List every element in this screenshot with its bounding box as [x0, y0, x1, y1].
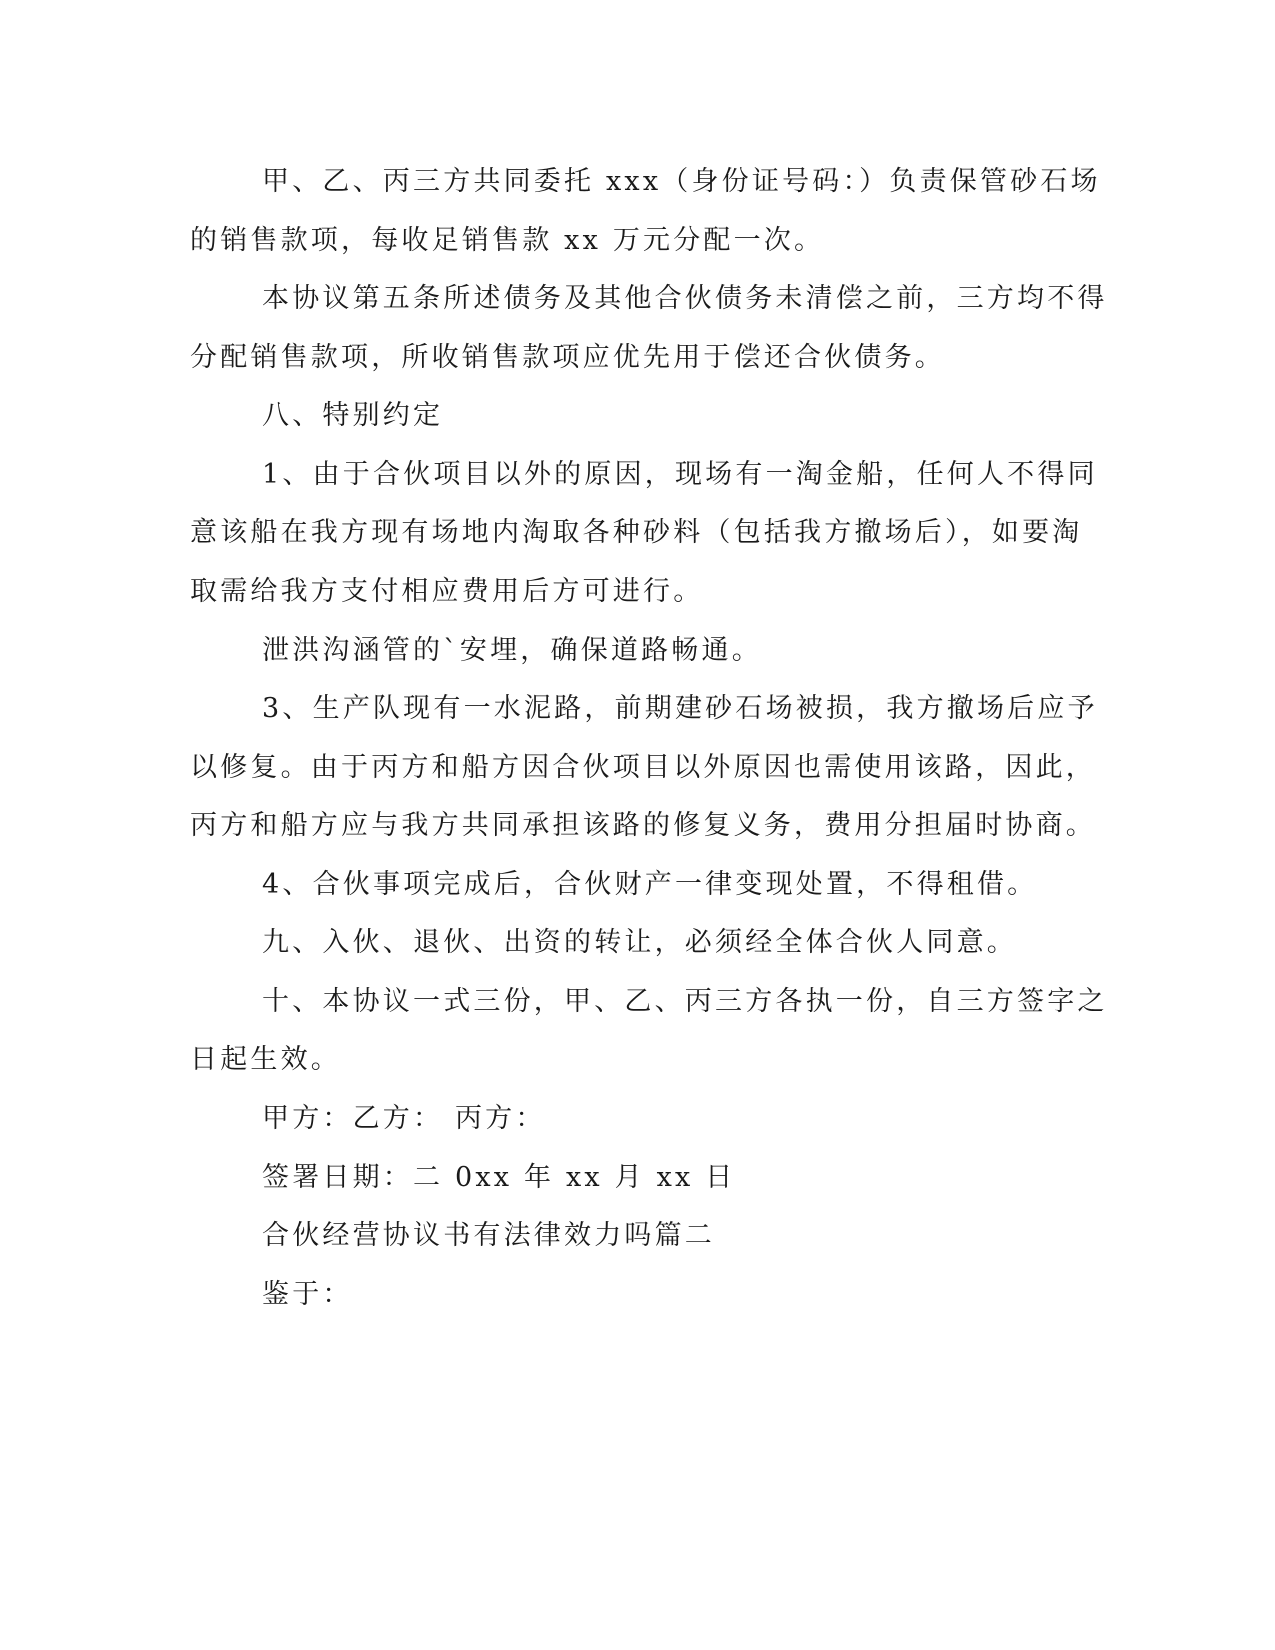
- signature-date: 签署日期：二 0xx 年 xx 月 xx 日: [262, 1162, 736, 1193]
- paragraph-line: 丙方和船方应与我方共同承担该路的修复义务，费用分担届时协商。: [190, 810, 1096, 841]
- signature-parties: 甲方：乙方： 丙方：: [262, 1103, 546, 1134]
- paragraph-line: 十、本协议一式三份，甲、乙、丙三方各执一份，自三方签字之: [262, 986, 1108, 1017]
- section-heading: 八、特别约定: [262, 400, 444, 431]
- paragraph-line: 九、入伙、退伙、出资的转让，必须经全体合伙人同意。: [262, 927, 1017, 958]
- paragraph-line: 4、合伙事项完成后，合伙财产一律变现处置，不得租借。: [262, 869, 1038, 900]
- paragraph-line: 日起生效。: [190, 1044, 341, 1075]
- paragraph-line: 泄洪沟涵管的`安埋，确保道路畅通。: [262, 635, 762, 666]
- paragraph-line: 以修复。由于丙方和船方因合伙项目以外原因也需使用该路，因此，: [190, 752, 1096, 783]
- paragraph-line: 意该船在我方现有场地内淘取各种砂料（包括我方撤场后），如要淘: [190, 517, 1083, 548]
- paragraph-line: 分配销售款项，所收销售款项应优先用于偿还合伙债务。: [190, 342, 945, 373]
- section-title: 合伙经营协议书有法律效力吗篇二: [262, 1220, 715, 1251]
- paragraph-line: 3、生产队现有一水泥路，前期建砂石场被损，我方撤场后应予: [262, 693, 1098, 724]
- paragraph-line: 本协议第五条所述债务及其他合伙债务未清偿之前，三方均不得: [262, 283, 1108, 314]
- paragraph-line: 鉴于：: [262, 1279, 353, 1310]
- paragraph-line: 的销售款项，每收足销售款 xx 万元分配一次。: [190, 225, 825, 256]
- paragraph-line: 1、由于合伙项目以外的原因，现场有一淘金船，任何人不得同: [262, 459, 1098, 490]
- paragraph-line: 甲、乙、丙三方共同委托 xxx（身份证号码：）负责保管砂石场: [262, 166, 1101, 197]
- paragraph-line: 取需给我方支付相应费用后方可进行。: [190, 576, 704, 607]
